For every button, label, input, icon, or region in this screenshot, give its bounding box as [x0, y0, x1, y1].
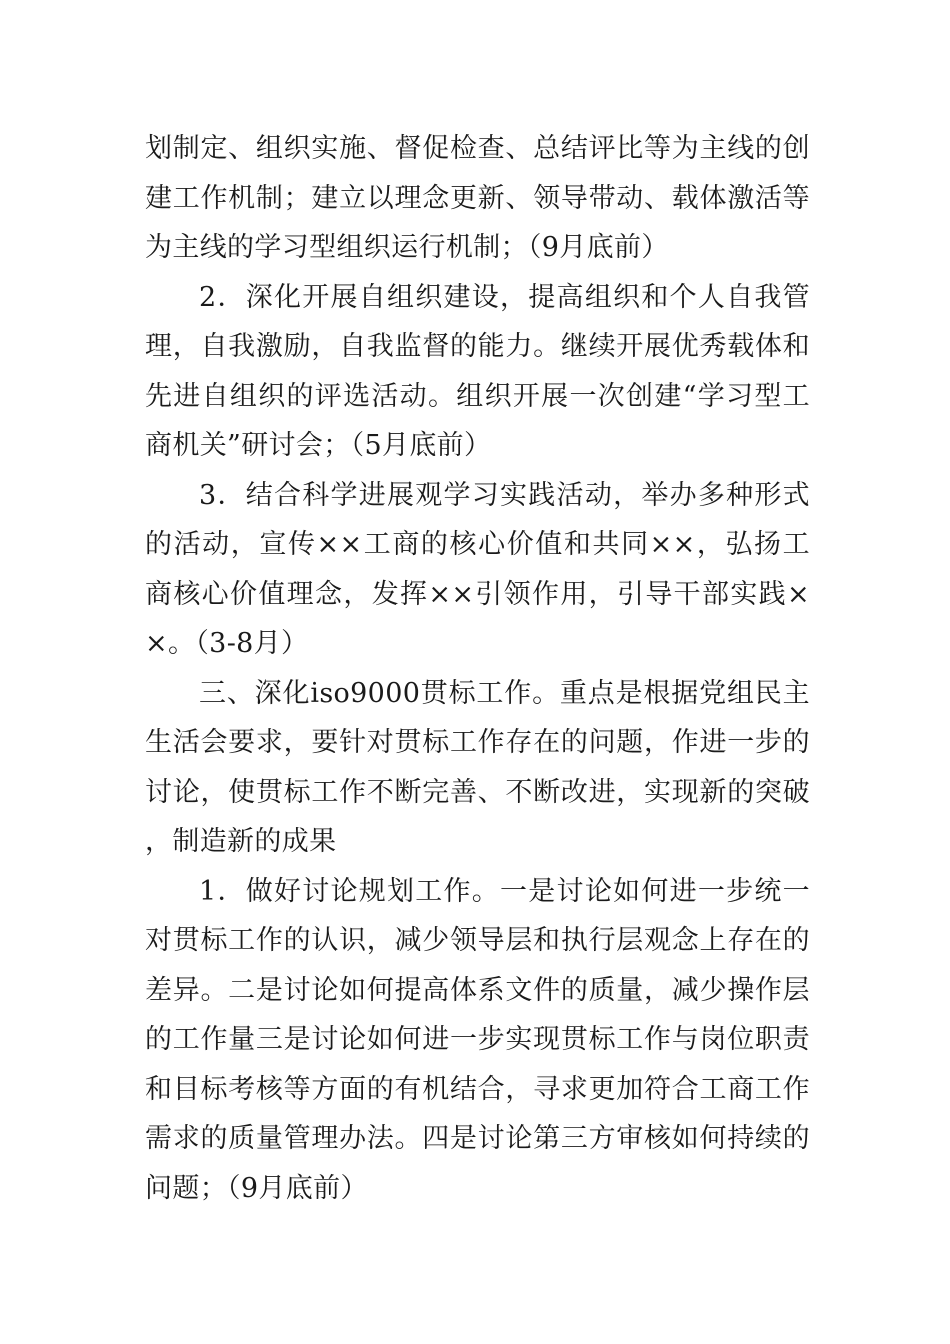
- paragraph-section-3: 三、深化iso9000贯标工作。重点是根据党组民主生活会要求，要针对贯标工作存在的问题，作进一步的讨论，使贯标工作不断完善、不断改进，实现新的突破，制造新的成果: [145, 677, 810, 857]
- paragraph-continuation: 划制定、组织实施、督促检查、总结评比等为主线的创建工作机制；建立以理念更新、领导带动、载体激活等为主线的学习型组织运行机制；（9月底前）: [145, 133, 810, 263]
- document-body: [145, 124, 810, 1213]
- paragraph-item-3: 3．结合科学进展观学习实践活动，举办多种形式的活动，宣传××工商的核心价值和共同××，弘扬工商核心价值理念，发挥××引领作用，引导干部实践××。（3-8月）: [145, 479, 810, 659]
- paragraph-item-2: 2．深化开展自组织建设，提高组织和个人自我管理，自我激励，自我监督的能力。继续开展优秀载体和先进自组织的评选活动。组织开展一次创建“学习型工商机关”研讨会；（5月底前）: [145, 281, 810, 461]
- paragraph-section-3-item-1: 1．做好讨论规划工作。一是讨论如何进一步统一对贯标工作的认识，减少领导层和执行层观念上存在的差异。二是讨论如何提高体系文件的质量，减少操作层的工作量三是讨论如何进一步实现贯标工作与岗位职责和目标考核等方面的有机结合，寻求更加符合工商工作需求的质量管理办法。四是讨论第三方审核如何持续的问题；（9月底前）: [145, 875, 810, 1204]
